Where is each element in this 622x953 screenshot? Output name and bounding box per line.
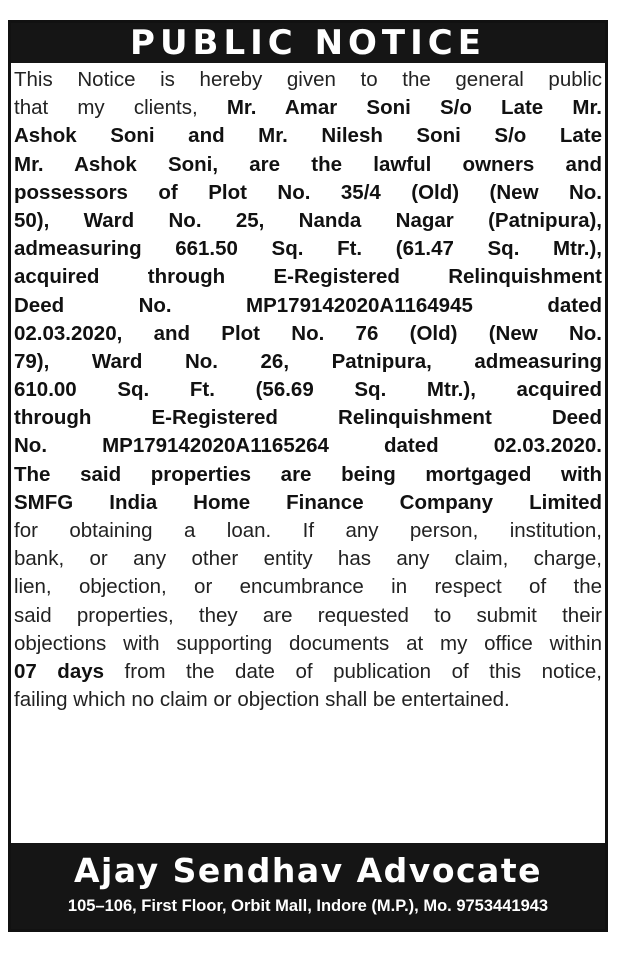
notice-bold-text: 02.03.2020, and Plot No. 76 (Old) (New No. [14, 321, 602, 345]
notice-bold-text: Deed No. MP179142020A1164945 dated [14, 293, 602, 317]
notice-bold-text: acquired through E-Registered Relinquishment [14, 265, 602, 289]
notice-line [14, 461, 602, 489]
notice-line [14, 630, 602, 658]
advocate-name: Ajay Sendhav Advocate [74, 851, 542, 890]
notice-bold-text: The said properties are being mortgaged with [14, 462, 602, 486]
notice-bold-text: 79), Ward No. 26, Patnipura, admeasuring [14, 349, 602, 373]
notice-text: objections with supporting documents at my office within [14, 631, 602, 655]
notice-line [14, 376, 602, 404]
notice-bold-text: 50), Ward No. 25, Nanda Nagar (Patnipura), [14, 208, 602, 232]
notice-line [14, 94, 602, 122]
notice-line [14, 207, 602, 235]
notice-line [14, 517, 602, 545]
notice-title: PUBLIC NOTICE [11, 23, 605, 63]
notice-text: for obtaining a loan. If any person, institution, [14, 519, 602, 542]
notice-text: This Notice is hereby given to the general public [14, 68, 602, 91]
notice-line [14, 122, 602, 150]
notice-line [14, 545, 602, 573]
advocate-address: 105–106, First Floor, Orbit Mall, Indore (M.P.), Mo. 9753441943 [67, 897, 549, 915]
notice-text: lien, objection, or encumbrance in respect of the [14, 575, 602, 599]
notice-bold-text: No. MP179142020A1165264 dated 02.03.2020. [14, 434, 602, 458]
notice-bold-text: 07 days [14, 659, 105, 683]
public-notice [8, 20, 608, 932]
notice-line [14, 432, 602, 460]
notice-bold-text: possessors of Plot No. 35/4 (Old) (New No. [14, 180, 602, 204]
notice-line [14, 179, 602, 207]
notice-line [14, 489, 602, 517]
notice-line [14, 686, 602, 714]
notice-line [14, 404, 602, 432]
notice-bold-text: SMFG India Home Finance Company Limited [14, 490, 602, 514]
notice-bold-text: Ashok Soni and Mr. Nilesh Soni S/o Late [14, 124, 602, 148]
notice-text: failing which no claim or objection shall be entertained. [14, 688, 510, 712]
notice-bold-text: Mr. Ashok Soni, are the lawful owners and [14, 152, 602, 176]
notice-text: bank, or any other entity has any claim, charge, [14, 547, 602, 571]
notice-line [14, 602, 602, 630]
notice-line [14, 263, 602, 291]
notice-line [14, 320, 602, 348]
notice-bold-text: through E-Registered Relinquishment Deed [14, 406, 602, 430]
notice-line [14, 573, 602, 601]
notice-text: that my clients, [14, 96, 227, 120]
notice-line [14, 66, 602, 94]
notice-bold-text: admeasuring 661.50 Sq. Ft. (61.47 Sq. Mtr.), [14, 237, 602, 261]
notice-bold-text: Mr. Amar Soni S/o Late Mr. [226, 96, 602, 120]
notice-line [14, 658, 602, 686]
notice-bold-text: 610.00 Sq. Ft. (56.69 Sq. Mtr.), acquired [14, 378, 602, 402]
notice-line [14, 292, 602, 320]
notice-text: from the date of publication of this notice, [104, 659, 602, 683]
notice-line [14, 348, 602, 376]
advocate-footer [11, 843, 605, 929]
notice-body [14, 66, 602, 714]
notice-line [14, 235, 602, 263]
notice-text: said properties, they are requested to submit their [14, 603, 602, 627]
notice-line [14, 151, 602, 179]
